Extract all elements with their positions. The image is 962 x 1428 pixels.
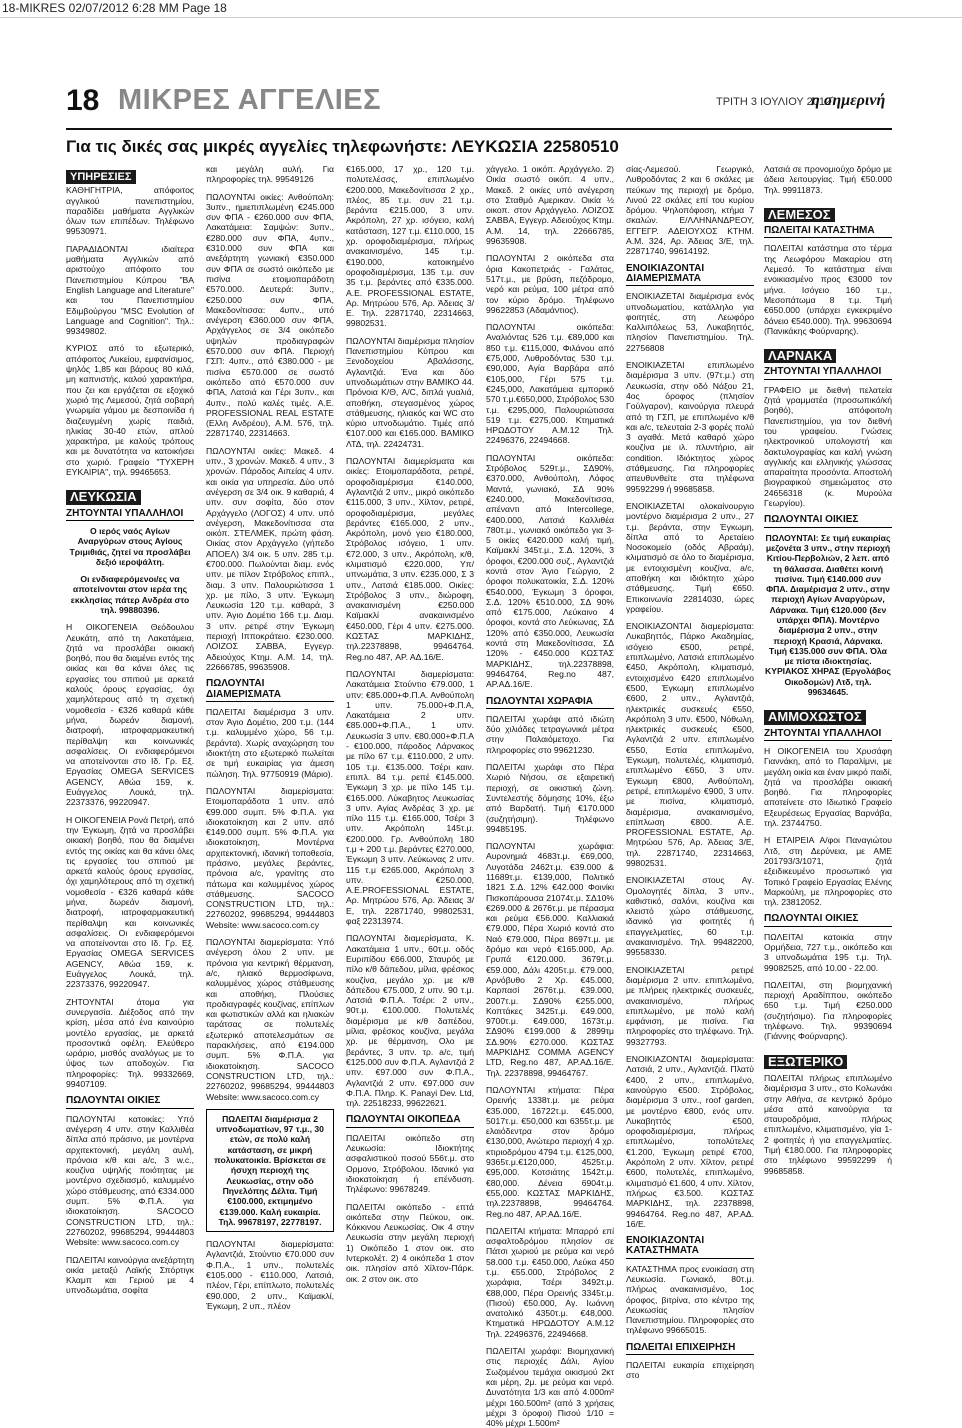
ad: €165.000, 17 χρ., 120 τ.μ. πολυτελέσσς, επιπλωμένο €200.000, Μακεδονίτισσα 2 χρ., πλέος, 85 τ.μ. συν 21 τ.μ. βεράντα €215.000, 3 υπν. Ακρόπολη, 27 χρ. ισόγειο, καλή κατάσταση, 127 τ.μ. €110.000, 15 χρ. ορoφοδιαμέρισμα, πλήρως ανακαινισμένο, 145 τ.μ. €190.000, κατοικημένο ορoφοδιαμέρισμα, 135 τ.μ. συν 35 τ.μ. βεράντες από €335.000. Α.Ε. PROFESSIONAL ESTATE, Αρ. Μητρώου 576, Αρ. Άδειας 3/Ε. Τηλ. 22871740, 22314663, 99802531. [346, 164, 474, 329]
ad-highlight: ΠΩΛΟΥΝΤΑΙ: Σε τιμή ευκαιρίας μεζονέτα 3 υπν., στην περιοχή Κιτίου-Περβολιών, 2 λεπ. από τη θάλασσα. Διαθέτει κοινή πισίνα. Τιμή €140.000 συν ΦΠΑ. Διαμέρισμα 2 υπν., στην περιοχή Αγίων Αναργύρων, Λάρνακα. Τιμή €120.000 (δεν υπάρχει ΦΠΑ). Μοντέρνο διαμέρισμα 2 υπν., στην περιοχή Κρασιά, Λάρνακα. Τιμή €135.000 συν ΦΠΑ. Όλα με πίστα ιδιοκτησίας. ΚΥΡΙΑΚΟΣ ΧΗΡΑΣ (Εργολάβος Οικοδομών) Λτδ, τηλ. 99634645. [765, 532, 891, 698]
ad-highlight: Ο ιερός ναός Αγίων Αναργύρων στους Αγίους Τριμιθιάς, ζητεί να προσλάβει δεξιό ιεροψάλτη. [69, 525, 191, 567]
region-abroad: ΕΞΩΤΕΡΙΚΟ [764, 1055, 847, 1069]
ad: ΚΑΤΑΣΤΗΜΑ προς ενοικίαση στη Λευκωσία. Γωνιακό, 80τ.μ. πλήρως ανακαινισμένο, 1ος όροφος, βιτρίνα, στο κέντρο της Λευκωσίας πλησίον Πανεπιστημίου. Πληροφορίες στο τηλέφωνο 99665015. [626, 1263, 754, 1336]
subcategory-rent-apartments: ΕΝΟΙΚΙΑΖΟΝΤΑΙ ΔΙΑΜΕΡΙΣΜΑΤΑ [626, 264, 754, 287]
ad: ΕΝΟΙΚΙΑΖΕΤΑΙ επιπλωμένο διαμέρισμα 3 υπν. (97τ.μ.) στη Λευκωσία, στην οδό Νάξου 21, 4ος όροφος (πλησίον Γούλγαρον), καινούργια πλευρά από τη ΓΣΠ, με επιπλωμένο κ/θ και a/c, τελευταία 2-3 φορές πολύ 3 αγαθά. Μετά καθαρό χώρο κουζίνα με ιλ. πλυντήριο, air condition. Ιδιόκτητος χώρος στάθμευσης. Για πληροφορίες απευθυνθείτε στα τηλέφωνα 99592299 ή 99685858. [626, 360, 754, 494]
ad: ΠΩΛΟΥΝΤΑΙ κτήματα: Πέρα Ορεινής 1338τ.μ. με ρεύμα €35.000, 16722τ.μ. €45.000, 5017τ.μ. €50,000 και 6355τ.μ. με ελαιόδεντρα στον δρόμο €130,000, Ανώτερο περιοχή 4 χρ. κτιριοδρόμου 4794 τ.μ. €125,000, 9365τ.μ.€120,000, 4525τ.μ. €95,000. Κοτσιάτης 1542τ.μ. €80,000. Δένεια 6904τ.μ.€55,000. ΚΩΣΤΑΣ ΜΑΡΚΙΔΗΣ, τηλ.22378898, 99464764. Reg.no 487, ΑΡ.ΑΔ.16/Ε. [486, 1084, 614, 1219]
subcategory-rent-shops: ΕΝΟΙΚΙΑΖΟΝΤΑΙ ΚΑΤΑΣΤΗΜΑΤΑ [626, 1236, 754, 1259]
ad: ΕΝΟΙΚΙΑΖΟΝΤΑΙ διαμερίσματα: Λυκαβηττός, Πάρκο Ακαδημίας, ισόγειο €500, ρετιρέ, επιπλωμένο, Λατσιά επιπλωμένο €450, Ακρόπολη, κλιματισμό, εντοιχισμένο €420 επιπλωμένο €500, Έγκωμη επιπλωμένο €600, 2 υπν., Αγλαντζιά, ηλεκτρικές συσκευές €550, Ακρόπολη 3 υπν. €500, Νόθωλη, ηλεκτρικές συσκευές €500, Αγλαντζιά 2 υπν. επιπλωμένο €550, Εστία επιπλωμένο, Έγκωμη, πολυτελές, κλιματισμό, επιπλωμένο €650, 3 υπν. Έγκωμη €800, Ανθούπολη, ρετιρέ, επιπλωμένο €900, 3 υπν. με πισίνα, κλιματισμό, διαμέρισμα, ανακαινισμένο, επίπλωση €800. Α.Ε. PROFESSIONAL ESTATE, Αρ. Μητρώου 576, Αρ. Άδειας 3/Ε, τηλ. 22871740, 22314663, 99802531. [626, 621, 754, 868]
ad: ΠΩΛΟΥΝΤΑΙ διαμερίσματα, Κ. Λακατάμεια 1 υπν., 60τ.μ. οδός Ευριπίδου €66.000, Σταυρός με πίλο κ/θ δάπεδου, μίλια, φρέσκος κουζίνα, μεγάλο χρ. με κ/θ δάπεδου €75.000, 2 υπν. 90 τ.μ. Λατσιά Φ.Π.Α. Τσέρι: 2 υπν., 90τ.μ. €100.000. Πολυτελές διαμέρισμα με κ/θ δαπέδου, μίλια, φρέσκος κουζίνα, μεγάλα χρ. με θέρμανση, Ολο με βεράντες, 3 υπν. τρ. a/c, τιμή €125.000 συν Φ.Π.Α. Αγλαντζιά 2 υπν. €97.000 συν Φ.Π.Α., Αγλαντζιά 2 υπν. €97.000 συν Φ.Π.Α. Πληρ. Κ. Panayi Dev. Ltd, τηλ. 22518233, 99622621. [346, 933, 474, 1109]
ad: ΠΩΛΕΙΤΑΙ χωράφι στο Πέρα Χωριό Νήσου, σε εξαιρετική περιοχή, σε οικιστική ζώνη. Συντελεστής δόμησης 10%, έξω από Βαρδατή. Τιμή €170.000 (συζητήσιμη). Τηλέφωνο 99485195. [486, 762, 614, 834]
ad: και μεγάλη αυλή. Για πληροφορίες τηλ. 99549126 [206, 164, 334, 185]
ad: ΠΩΛΕΙΤΑΙ ευκαιρία επιχείρηση στο [626, 1360, 754, 1381]
ad: ΠΩΛΟΥΝΤΑΙ διαμερίσματα και οικίες: Ετοιμοπαράδοτα, ρετιρέ, ορoφοδιαμέρισμα €140.000, Αγλαντζιά 2 υπν., μικρό οικόπεδο €115.000, 3 υπν., Χίλτον, ρετιρέ, ορoφοδιαμέρισμα, μεγάλες βεράντες €165.000, 2 υπν., Ακρόπολη, μονό γειο €180.000, Στρόβολος ισόγειο, 1 υπν. €72.000, 3 υπν., Ακρόπολη, κ/θ, κλιματισμό €220.000, Υπ/υπνωμάτια, 3 υπν. €235.000, Σ 3 υπν., Λατσιά €185.000. Οικίες: Στρόβολος 3 υπν., διώροφη, ανακαινισμένη €250.000 Καϊμακλί ανακαινισμένο €450.000, Γέρι 4 υπν. €275.000. ΚΩΣΤΑΣ ΜΑΡΚΙΔΗΣ, τηλ.22378898, 99464764. Reg.no 487, ΑΡ. ΑΔ.16/Ε. [346, 456, 474, 662]
ad: ΠΩΛΕΙΤΑΙ κατάστημα στο τέρμα της Λεωφόρου Μακαρίου στη Λεμεσό. Το κατάστημα είναι ενοικιασμένο προς €3000 τον μήνα. Ισόγειο 160 τ.μ., Μεσοπάτωμα 8 τ.μ. Τιμή €650.000 (υπάρχει εγκεκριμένο δάνειο €540.000). Τηλ. 99630694 (Πανικάκης Φούρναρης). [764, 243, 892, 336]
region-famagusta: ΑΜΜΟΧΩΣΤΟΣ [764, 710, 866, 724]
ad: ΠΩΛΟΥΝΤΑΙ οικίες: Μακεδ. 4 υπν., 3 χρονών. Μακεδ. 4 υπν., 3 χρονών. Πάροδος Αιπείας 4 υπν. και οικία για υπηρεσία. Δύο υπό ανέγερση σε 3/4 οικ. 9 καθαριά, 4 υπν. συν σοφίτα, δύο στον Αρχάγγελο (ΛΟΓΟΣ) 4 υπν. υπό ανέγερση, Μακεδονίτισσα στα οικόπ. ΣΤΕΛΜΕΚ, πρώτη φάση. Οικίας στον Αρχάγγελο (γήπεδο ΑΠΟΕΛ) 3/4 οικ. 5 υπν. 285 τ.μ. €700.000. Πωλούνται διαμ. ενός υπν. με πίλον Στρόβολος επιπλ., διαμ. 3 υπν. Παλουριώτισσα 1 χρ. με πίλο, 3 υπν. Έγκωμη Λευκωσία 120 τ.μ. καθαρά, 3 υπν. Άγιο Δομέτιο 166 τ.μ. Διαμ. 3 υπν. ρετιρέ στην Έγκωμη περιοχή Ιπποκράτειο. €230.000. ΛΟΙΖΟΣ ΣΑΒΒΑ, Εγγεγρ. Αδειούχος Κτημ. Α.Μ. 14, τηλ. 22666785, 99635908. [206, 445, 334, 672]
ad: σίας-Λεμεσού. Γεωργικό, Λυθροδόντας 2 και 6 σκάλες με πεύκων της περιοχή με δρόμο, Λινού 22 σκάλες επί του κυρίου δρόμου. Ψηλοπόφοση, κτήμα 7 σκαλών. Ε/ΛΛΗΝΑΝΔΡΕΟΥ, ΕΓΓΕΓΡ. ΑΔΕΙΟΥΧΟΣ ΚΤΗΜ. Α.Μ. 324, Αρ. Άδειας 3/Ε, τηλ. 22871740, 99614192. [626, 164, 754, 257]
ad-highlight: ΠΩΛΕΙΤΑΙ διαμέρισμα 2 υπνοδωματίων, 97 τ.μ., 30 ετών, σε πολύ καλή κατάσταση, σε μικρή πολυκατοικία. Βρίσκεται σε ήσυχη περιοχή της Λευκωσίας, στην οδό Πηνελόπης Δέλτα. Τιμή €100.000, εκτιμημένο €139.000. Καλή ευκαιρία. Τηλ. 99678197, 22778197. [206, 1109, 334, 1232]
ad: ΠΩΛΟΥΝΤΑΙ διαμερίσματα: Λακατάμεια Στούντιο €79.000, 1 υπν: €85.000+Φ.Π.Α. Ανθούπολη 1 υπν. 75.000+Φ.Π.Α, Λακατάμεια 2 υπν. €85.000+Φ.Π.Α., 1 υπν. Λευκωσία 3 υπν. €80.000+Φ.Π.Α - €100.000, πάροδος Λάρνακος με πίλο 67 τ.μ. €110.000, 2 υπν. 105 τ.μ. €135.000. Τσέρι καιν. επιπλ. 84 τ.μ. ρεπέ €145.000. Έγκωμη 3 χρ. με πίλο 145 τ.μ. €165.000. Λύκαβητος Λευκωσίας 3 υπν. Αγίας Ανδρέας 3 χρ. με πίλο 115 τ.μ. €165.000, Τσέρι 3 υπν. Ακρόπολη 145τ.μ. €200.000. Γρ. Ανθούπολη 180 τ.μ + 200 τ.μ. βεράντες €270.000, Έγκωμη 3 υπν. Λεύκωνας 2 υπν. 115 τ.μ €265.000, Ακρόπολη 3 υπν. €250.000, Α.Ε.PROFESSIONAL ESTATE, Αρ. Μητρώου 576, Αρ. Άδειας 3/Ε, τηλ. 22871740, 99802531, φαξ 22313974. [346, 668, 474, 927]
column-1 [66, 164, 194, 1294]
ad: ΠΩΛΕΙΤΑΙ καινούργια ανεξάρτητη οικία μεταξύ Λαϊκής Σπόρτιγκ Κλαμπ και Γεριού με 4 υπνοδωμάτια, σοφίτα [66, 1254, 194, 1296]
ad: Η ΕΤΑΙΡΕΙΑ Α/φοι Παναγιώτου Λτδ, στη Δερύνεια, με ΑΜΕ 201793/3/1071, ζητά εξειδικευμένο προσωπικό για Τοπικό Γραφείο Εργασίας Ελένης Μαρκούλη, με πληροφορίες στο τηλ. 23812052. [764, 835, 892, 908]
region-nicosia: ΛΕΥΚΩΣΙΑ [66, 490, 141, 504]
ad: ΖΗΤΟΥΝΤΑΙ άτομα για συνεργασία. Διέξοδος από την κρίση, μέσα από ένα καινούριο μοντέλο εργασίας, με αρκετά προσοντικά οφέλη. Ελεύθερο ωράριο, μισθός αναλόγως με το ύψος των αποδοχών. Για πληροφορίες: Τηλ. 99332669, 99407109. [66, 996, 194, 1090]
page-slug: 18-MIKRES 02/07/2012 6:28 MM Page 18 [0, 0, 962, 18]
subcategory-houses: ΠΩΛΟΥΝΤΑΙ ΟΙΚΙΕΣ [764, 515, 892, 527]
page-header [66, 78, 892, 130]
ad: ΕΝΟΙΚΙΑΖΕΤΑΙ ολοκαίνουργιο μοντέρνο διαμέρισμα 2 υπν., 27 τ.μ. βεράντα, στην Έγκωμη, δίπλα από το Αρεταίειο Νοσοκομείο (οδός Αβραάμ), κλιματισμό σε όλο το διαμέρισμα, με εντοιχισμένη κουζίνα, a/c, αποθήκη και ιδιόκτητο χώρο στάθμευσης. Τιμή €650. Επικοινωνία 22814030, ώρες γραφείου. [626, 500, 754, 614]
ads-columns [66, 164, 892, 1428]
ad: Η ΟΙΚΟΓΕΝΕΙΑ του Χρυσάφη Γιαννάκη, από το Παραλίμνι, με μεγάλη οικία και έναν μικρό παιδί, ζητά να προσλάβει οικιακή βοηθό. Για πληροφορίες αποτείνετε στο Ιδιωτικό Γραφείο Εξευρέσεως Εργασίας Βαρνάβα, τηλ. 23744750. [764, 745, 892, 829]
ad: ΠΩΛΟΥΝΤΑΙ οικόπεδα: Στρόβολος 529τ.μ., ΣΔ90%, €370.000, Ανθούπολη, Λόφος Μαντά, γωνιακό, ΣΔ 90% €240.000, Μακεδονίτισσα, απέναντι από Intercollege, €400.000, Λατσιά Καλλιθέα 780τ.μ., γωνιακό οικόπεδο για 3-5 οικίες €420.000 καλή τιμή, Καϊμακλί 345τ.μ., Σ.Δ. 120%, 3 όροφοι, €200.000 συζ., Αγλαντζιά κοντά στον Άγιο Γεώργιο, 2 όροφοι πολυκατοικία, Σ.Δ. 120% €540.000, Έγκωμη 3 όροφοι, Σ.Δ. 120% €510.000, ΣΔ 90% από €175.000, Λεύκαινο 4 όροφοι, κοντά στο Λεύκωνας, ΣΔ 120% από €350.000, Λευκωσία κοντά στη Μακεδονίτισσα, ΣΔ 120% - €450.000 ΚΩΣΤΑΣ ΜΑΡΚΙΔΗΣ, τηλ.22378898, 99464764, Reg.no 487, ΑΡ.ΑΔ.16/Ε. [486, 452, 614, 690]
ad: ΕΝΟΙΚΙΑΖΕΤΑΙ διαμέρισμα ενός υπνοδωματίου, κατάλληλο για φοιτητές, στη Λεωφόρο Καλλιπόλεως 53, Λυκαβηττός, πλησίον Πανεπιστημίου. Τηλ. 22756808 [626, 291, 754, 353]
column-2 [206, 164, 334, 1311]
column-3 [346, 164, 474, 1294]
ad: ΠΩΛΟΥΝΤΑΙ διαμερίσματα: Ετοιμοπαράδοτα 1 υπν. από €99.000 συμπ. 5% Φ.Π.Α. για ιδιοκατοίκηση και 2 υπν. από €149.000 συμπ. 5% Φ.Π.Α. για ιδιοκατοίκηση, Μοντέρνα αρχιτεκτονική, ιδανική τοποθεσία, πράσινο, μεγάλες βεράντες, πρόνοια a/c, γρανίτης στο πάτωμα και καλυμμένος χώρος στάθμευσης. SACOCO CONSTRUCTION LTD, τηλ.: 22760202, 99685294, 99444803 Website: www.sacoco.com.cy [206, 785, 334, 930]
ad: ΠΩΛΕΙΤΑΙ, στη βιομηχανική περιοχή Αραδίππου, οικόπεδο 650 τ.μ. Τιμή €250.000 (συζητήσιμο). Για πληροφορίες τηλέφωνο. Τηλ. 99390694 (Γιάννης Φούρναρης). [764, 979, 892, 1042]
ad: ΠΩΛΕΙΤΑΙ χωράφι από ιδιώτη δύο χιλιάδες τετραγωνικά μέτρα στην Παλαιόμετοχο. Για πληροφορίες στο 99621230. [486, 713, 614, 755]
ad: ΠΩΛΟΥΝΤΑΙ 2 οικόπεδα στα όρια Κακοπετριάς - Γαλάτας, 517τ.μ., με βρύση, πεζόδρομο, νερό και ρεύμα, 100 μέτρα από τον κύριο δρόμο. Τηλέφωνο 99622853 (Αδαμάντιος). [486, 253, 614, 315]
ad: ΠΩΛΕΙΤΑΙ χωράφι: Βιομηχανική στις περιοχές Δάλι, Αγίου Σωζομένου τεμάχια οικισμού 2κτ και μέρη, 2μ. με ρεύμα και νερό. Δυνατότητα 1/3 και από 4.000m² μέχρι 160.500m² (από 3 χρήσεις μέχρι 3 όροφοι) Πισού 1/10 = 40% μέχρι 1.500m² [486, 1346, 614, 1428]
ad: ΠΩΛΟΥΝΤΑΙ διαμερίσματα: Αγλαντζιά, Στούντιο €70.000 συν Φ.Π.Α., 1 υπν., πολυτελές €105.000 - €110.000, Λατσιά, πλέον, Γέρι, επίπλωτο, πολυτελές €90.000, 2 υπν., Καϊμακλί, Έγκωμη, 2 υπ., πλέον [206, 1239, 334, 1311]
ad: ΠΩΛΕΙΤΑΙ πλήρως επιπλωμένο διαμέρισμα 3 υπν., στο Κολωνάκι στην Αθήνα, σε κεντρικό δρόμο μέσα από καινούργια τα σταυροδρόμια, πλήρως επιπλωμένο, κλιματισμένο, γία 1-2 φοιτητές ή για επαγγελματίες. Τιμή €180.000. Για πληροφορίες στο τηλέφωνο 99592299 ή 99685858. [764, 1072, 892, 1176]
ad: ΠΑΡΑΔΙΔΟΝΤΑΙ ιδιαίτερα μαθήματα Αγγλικών από αριστούχο απόφοιτο του Πανεπιστημίου Κύπρου "BA English Language and Literature" και του Πανεπιστημίου Εδιμβούργου "MSC Evolution of Language and Cognition". Τηλ.: 99349802. [66, 243, 194, 337]
subcategory-fields: ΠΩΛΟΥΝΤΑΙ ΧΩΡΑΦΙΑ [486, 697, 614, 709]
section-title: ΜΙΚΡΕΣ ΑΓΓΕΛΙΕΣ [118, 84, 382, 116]
ad: ΠΩΛΟΥΝΤΑΙ οικόπεδα: Αναλιόντας 526 τ.μ. €89,000 και 850 τ.μ. €115,000, Φιλάνου από €75,000, Λυθροδόντας 530 τ.μ. €90,000, Αγία Βαρβάρα από €105,000, Γέρι 575 τ.μ. €245,000, Λακατάμεια εμπορικό 570 τ.μ.€650,000, Στρόβολος 530 τ.μ. €295,000, Παλουριώτισσα 519 τ.μ. €275,000. Κτηματικά ΗΡΩΔΟΤΟΥ Α.Μ.12 Τηλ. 22496376, 22494668. [486, 322, 614, 446]
region-larnaca: ΛΑΡΝΑΚΑ [764, 349, 836, 363]
ad: Η ΟΙΚΟΓΕΝΕΙΑ Ρονά Πετρή, από την Έγκωμη, ζητά να προσλάβει οικιακή βοηθό, που θα διαμένει εντός της οικίας και θα κάνει όλες τις εργασίες του σπιτιού με αρκετά καλούς όρους εργασίας, όχι χαμηλότερους από τη σχετική νομοθεσία - €326 καθαρά κάθε μήνα, δωρεάν διαμονή, διατροφή, ιατροφαρμακευτική περίθαλψη και κοινωνικές ασφαλίσεις. Οι ενδιαφερόμενοι να αποτείνονται στο Ιδ. Γρ. Εξ. Εργασίας OMEGA SERVICES AGENCY, Αθώα 159, κ. Ευάγγελος Λουκά, τηλ. 22373376, 99220947. [66, 814, 194, 990]
issue-date: ΤΡΙΤΗ 3 ΙΟΥΛΙΟΥ 2012 [716, 96, 832, 108]
ad-highlight: Οι ενδιαφερόμενοι/ες να αποτείνονται στον ιερέα της εκκλησίας πάτερ Ανδρέα στο τηλ. 99880396. [70, 574, 190, 615]
subcategory-shops: ΠΩΛΕΙΤΑΙ ΚΑΤΑΣΤΗΜΑ [764, 226, 892, 238]
ad: ΚΑΘΗΓΗΤΡΙΑ, απόφοιτος αγγλικού πανεπιστημίου, παραδίδει μαθήματα Αγγλικών όλων των επιπέδων. Τηλέφωνο 99530971. [66, 185, 194, 237]
subcategory-business: ΠΩΛΕΙΤΑΙ ΕΠΙΧΕΙΡΗΣΗ [626, 1343, 754, 1355]
ad: ΕΝΟΙΚΙΑΖΕΤΑΙ στους Αγ. Ομολογητές δίπλα, 3 υπν., καθιστικό, σαλόνι, κουζίνα και κλειστό χώρο στάθμευσης, ιδανικό για φοιτητές ή επαγγελματίες, 60 τ.μ. ανακαινισμένο. Τηλ. 99482200, 99558330. [626, 875, 754, 958]
region-limassol: ΛΕΜΕΣΟΣ [764, 208, 835, 222]
ad: ΠΩΛΕΙΤΑΙ κτήματα: Μπαρρό επί ασφαλτοδρόμου πλησίον σε Πάτσι χωριού με ρεύμα και νερό 58.000 τ.μ. €450.000, Λεύκα 450 τ.μ. €55.000, Στρόβολος 2 χωράφια, Τσέρι 3492τ.μ. €88,000, Πέρα Ορεινής 3345τ.μ. (Πισού) €50.000, Αγ. Ιωάννη ανατολικό 4350τ.μ. €48,000. Κτηματικά ΗΡΩΔΟΤΟΥ Α.Μ.12 Τηλ. 22496376, 22494668. [486, 1225, 614, 1339]
subcategory-houses: ΠΩΛΟΥΝΤΑΙ ΟΙΚΙΕΣ [66, 1096, 194, 1108]
page-number: 18 [66, 84, 100, 117]
subcategory-plots: ΠΩΛΟΥΝΤΑΙ ΟΙΚΟΠΕΔΑ [346, 1115, 474, 1127]
ad: Η ΟΙΚΟΓΕΝΕΙΑ Θεόδουλου Λευκάτη, από τη Λακατάμεια, ζητά να προσλάβει οικιακή βοηθό, που θα διαμένει εντός της οικίας και θα κάνει όλες τις εργασίες του σπιτιού με αρκετά καλούς όρους εργασίας, όχι χαμηλότερους από τη σχετική νομοθεσία - €326 καθαρά κάθε μήνα, δωρεάν διαμονή, διατροφή, ιατροφαρμακευτική περίθαλψη και κοινωνικές ασφαλίσεις. Οι ενδιαφερόμενοι να αποτείνονται στο Ιδ. Γρ. Εξ. Εργασίας OMEGA SERVICES AGENCY, Αθώα 159, κ. Ευάγγελος Λουκά, τηλ. 22373376, 99220947. [66, 622, 194, 808]
headline: Για τις δικές σας μικρές αγγελίες τηλεφωνήστε: ΛΕΥΚΩΣΙΑ 22580510 [66, 137, 619, 156]
ad: ΠΩΛΕΙΤΑΙ οικόπεδο - επτά οικόπεδα στην Πεύκου, οικ. Κόκκινου Λευκωσίας. Οικ 4 στην Λευκωσία στην μεγάλη περιοχή 1) Οικόπεδο 1 στον οικ. στο Ιντερκολέτ. 2) 4 οικόπεδα 1 στον οικ. πλησίον από Χίλτον-Πάρκ. οικ. 2 στον οικ. στο [346, 1201, 474, 1284]
subcategory-wanted: ΖΗΤΟΥΝΤΑΙ ΥΠΑΛΛΗΛΟΙ [764, 729, 892, 741]
ad: ΠΩΛΕΙΤΑΙ διαμέρισμα 3 υπν. στον Άγιο Δομέτιο, 200 τ.μ. (144 τ.μ. καλυμμένο χώρο, 56 τ.μ. βεράντα). Χωρίς αναχώρηση του ιδιοκτήτη στο εξωτερικό πωλείται σε τιμή ευκαιρίας για άμεση πώληση. Τηλ. 97750919 (Μάριο). [206, 706, 334, 779]
ad: Λατσιά σε προνομιούχο δρόμο με άδεια λειτουργίας. Τιμή €50.000 Τηλ. 99911873. [764, 164, 892, 195]
subcategory-wanted: ΖΗΤΟΥΝΤΑΙ ΥΠΑΛΛΗΛΟΙ [66, 509, 194, 521]
ad: χάγγελο. 1 οικόπ. Αρχάγγελο. 2) Οικία σωστό οικόπ. 4 υπν., Μακεδ. 2 οικίες υπό ανέγερση στο Σταθμό Αμερικαν. Οικία ½ οικοπ. στον Αρχάγγελο. ΛΟΙΖΟΣ ΣΑΒΒΑ, Εγγεγρ. Αδειούχος Κτημ. Α.Μ. 14, τηλ. 22666785, 99635908. [486, 164, 614, 247]
ad: ΠΩΛΕΙΤΑΙ κατοικία στην Ορμήδεια, 727 τ.μ., οικόπεδο και 3 υπνοδωμάτια 195 τ.μ. Τηλ. 99082525, από 10.00 - 22.00. [764, 931, 892, 973]
ad: ΠΩΛΟΥΝΤΑΙ οικίες: Ανθούπολη: 3υπν., ημιεπιπλωμένη €245.000 συν ΦΠΑ - €260.000 συν ΦΠΑ, Λακατάμεια: Σαμψών: 3υπν., €280.000 συν ΦΠΑ, 4υπν., €310.000 συν ΦΠΑ και ανεξάρτητη γωνιακή €350.000 συν ΦΠΑ σε σωστό οικόπεδο με πισίνα ετοιμοπαράδοτη €570.000. Δευτερά: 3υπν., €250.000 συν ΦΠΑ, Μακεδονίτισσα: 4υπν., υπό ανέγερση €360.000 συν ΦΠΑ, Αρχάγγελος σε 3/4 οικόπεδο υψηλών προδιαγραφών €570.000 συν ΦΠΑ. Περιοχή ΓΣΠ: 4υπν., από €380.000 - με πισίνα €570.000 σε σωστό οικόπεδο από €570.000 συν ΦΠΑ, Λατσιά και Γέρι 3υπν., και 4υπν., πολύ καλές τιμές. Α.Ε. PROFESSIONAL REAL ESTATE (Ελλη Ανδρέου), Α.Μ. 576, τηλ. 22871740, 22314663. [206, 191, 334, 439]
ad: ΕΝΟΙΚΙΑΖΕΤΑΙ ρετιρέ διαμέρισμα 2 υπν. επιπλωμένο, με πλήρεις ηλεκτρικές συσκευές, ανακαινισμένο, πλήρως επιπλωμένο, με πολύ καλή εμφάνιση, με πισίνα. Για πληροφορίες στο τηλέφωνο. Τηλ. 99327793. [626, 964, 754, 1047]
ad: ΠΩΛΟΥΝΤΑΙ διαμέρισμα πλησίον Πανεπιστημίου Κύπρου και Ξενοδοχείου Αβαλάσσης, Αγλαντζιά. Ένα και δύο υπνοδωμάτιων στην ΒΑΜΙΚΟ 44. Πρόνοια Κ/Θ, A/C, διπλά γυαλιά, αποθήκη, στεγασμένος χώρος στάθμευσης, ηλιακός και WC στο κύριο υπνοδωμάτιο. Τιμές από €107.000 και €165.000. ΒΑΜΙΚΟ ΛΤΔ, τηλ. 22424731. [346, 335, 474, 449]
ad: ΕΝΟΙΚΙΑΖΟΝΤΑΙ διαμερίσματα: Λατσιά, 2 υπν., Αγλαντζιά. Πλατύ €400, 2 υπν., επιπλωμένο, καινούργιο €500. Στρόβολος, διαμέρισμα 3 υπν., roof garden, με μοντέρνο €800, ενός υπν. Λυκαβηττός €500, ορoφοδιαμέρισμα, πλήρως επιπλωμένο, τοπολύτελες €1.200, Έγκωμη ρετιρέ €700, Ακρόπολη 2 υπν. Χίλτον, ρετιρέ €600, πολυτελές, επιπλωμένο, κλιματισμό €1.600, 4 υπν. Χίλτον, πλήρως €3.500. ΚΩΣΤΑΣ ΜΑΡΚΙΔΗΣ, τηλ. 22378898, 99464764. Reg.no 487, ΑΡ.ΑΔ. 16/Ε. [626, 1054, 754, 1229]
ad: ΠΩΛΕΙΤΑΙ οικόπεδο στη Λευκωσία: Ιδιοκτήτης ασφαλιστικού ποσού 556τ.μ. στο Ορμονο, Στρόβολου. Ιδανικό για ιδιοκατοίκηση ή επένδυση. Τηλέφωνο: 99678249. [346, 1132, 474, 1195]
ad: ΠΩΛΟΥΝΤΑΙ χωράφια: Αυρονημιά 4683τ.μ. €69,000, Λυγοτάδα 2462τ.μ. €39.000 & 11689τ.μ. €139,000, Πολιτικό 1821 Σ.Δ. 12% €42.000 Φοινίκι Πισκοπάρουσα 21074τ.μ. ΣΔ10% €269.000 & 2676τ.μ. με πέρασμα και ρεύμα €56.000. Καλλιακιά €79.000, Πέρα Χωριό κοντά στο Ναό €79.000, Πέρα 8697τ.μ. με δρόμο και νερό €165.000, Αρ. Γρυπά €120.000. 3679τ.μ.€59.000, Δάλι 4205τ.μ. €79.000, Αρνόβυθο 2 Χρ. €45.000, Καρπασί 2676τ.μ. €39.000, 2007τ.μ. ΣΔ90% €255.000, Κοπτάκες 3425τ.μ. €49.000, 9700τ.μ. €49.000, 1673τ.μ. ΣΔ90% €199.000 & 2899τμ ΣΔ.90% €270.000. ΚΩΣΤΑΣ ΜΑΡΚΙΔΗΣ COMMA AGENCY LTD, Reg.no 487, ΑΡ.ΑΔ.16/Ε. Τηλ. 22378898, 99464767. [486, 841, 614, 1078]
subcategory-apartments: ΠΩΛΟΥΝΤΑΙ ΔΙΑΜΕΡΙΣΜΑΤΑ [206, 679, 334, 702]
ad: ΠΩΛΟΥΝΤΑΙ διαμερίσματα: Υπό ανέγερση όλου 2 υπν. με πρόνοια για κεντρική θέρμανση, a/c, ηλιακό θερμοσίφωνα, καλυμμένος χώρος στάθμευσης και αποθήκη, Πλούσιες προδιαγραφές κουζίνας, επίπλων και φωτιστικών αλλά και ηλιακών ταράτσας σε πολυτελές εξωτερικό αποτελεσμάτων σε παρακλήσεις, από €194.000 συμπ. 5% Φ.Π.Α. για ιδιοκατοίκηση. SACOCO CONSTRUCTION LTD, τηλ.: 22760202, 99685294, 99444803 Website: www.sacoco.com.cy [206, 937, 334, 1102]
subcategory-houses: ΠΩΛΟΥΝΤΑΙ ΟΙΚΙΕΣ [764, 914, 892, 926]
subcategory-wanted: ΖΗΤΟΥΝΤΑΙ ΥΠΑΛΛΗΛΟΙ [764, 367, 892, 379]
newspaper-logo: η σημερινή [811, 92, 886, 109]
ad: ΠΩΛΟΥΝΤΑΙ κατοικίες: Υπό ανέγερση 4 υπν. στην Καλλιθέα δίπλα από πράσινο, με μοντέρνα αρχιτεκτονική, μεγάλη αυλή, πρόνοια κ/θ και a/c, 3 w.c., κουζίνα υψηλής ποιότητας με μοντέρνο σχεδιασμό, καλυμμένο χώρο στάθμευσης, από €334.000 συμπ. 5% Φ.Π.Α. για ιδιοκατοίκηση. SACOCO CONSTRUCTION LTD, τηλ.: 22760202, 99685294, 99444803 Website: www.sacoco.com.cy [66, 1113, 194, 1248]
ad: ΚΥΡΙΟΣ από το εξωτερικό, απόφοιτος Λυκείου, εμφανίσιμος, ψηλός 1,85 και βάρους 80 κιλά, μη καπνιστής, καλού χαρακτήρα, που ζει και εργάζεται σε εξοχικό χωριό της Λεμεσού, ζητά σοβαρή γνωριμία γάμου με δεσποινίδα ή διαζευγμένη χωρίς παιδιά, ηλικίας 30-40 ετών, απλού χαρακτήρα, με καλούς τρόπους και με δυνατότητα να κατοικήσει στο χωριό. Γραφείο "ΤΥΧΕΡΗ ΕΥΚΑΙΡΙΑ", τηλ. 99465653. [66, 343, 194, 478]
ad: ΓΡΑΦΕΙΟ με διεθνή πελατεία ζητά γραμματέα (προσωπικό/κή βοηθό), απόφοιτο/η Πανεπιστημίου, για τον διεθνή του γραφείου. Γνώσεις ηλεκτρονικού υπολογιστή και δακτυλογραφίας και καλή γνώση αγγλικής και ελληνικής γλώσσας απαραίτητα προσόντα. Αποστολή βιογραφικού σημειώματος στο 24656318 (κ. Μυρούλα Γεωργίου). [764, 384, 892, 509]
column-5 [626, 164, 754, 1381]
column-4 [486, 164, 614, 1428]
column-6 [764, 164, 892, 1294]
category-services: ΥΠΗΡΕΣΙΕΣ [66, 170, 136, 184]
